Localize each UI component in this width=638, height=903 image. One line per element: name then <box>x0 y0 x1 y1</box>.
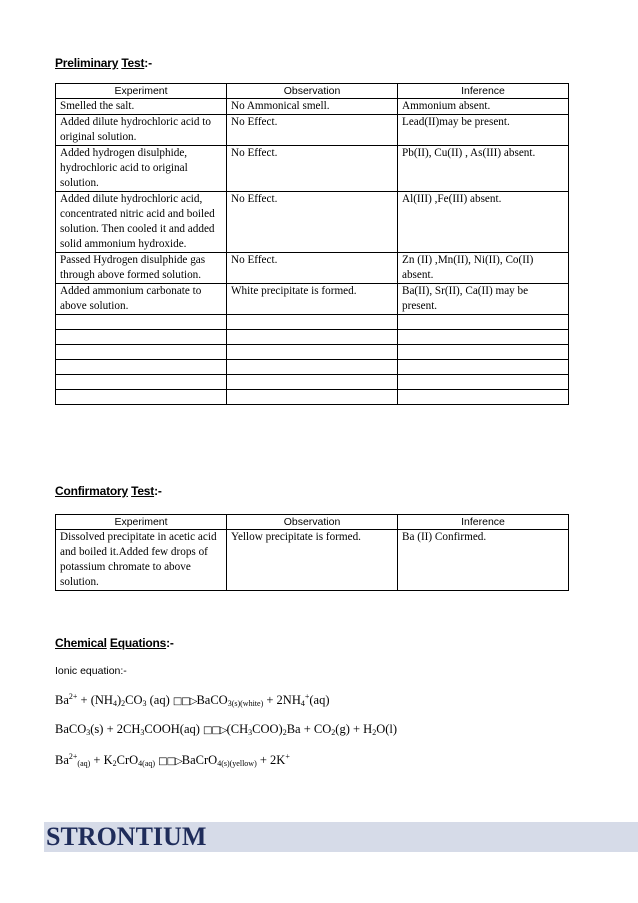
cell-observation: No Effect. <box>227 146 398 192</box>
empty-cell <box>56 360 227 375</box>
ionic-equation-label: Ionic equation:- <box>55 665 127 677</box>
empty-cell <box>398 360 569 375</box>
empty-row <box>56 375 569 390</box>
cell-experiment: Added ammonium carbonate to above solution. <box>56 284 227 315</box>
confirmatory-heading-word: Confirmatory <box>55 484 128 498</box>
confirmatory-table <box>55 514 569 591</box>
eq-text: + (NH <box>77 693 113 708</box>
eq-sub: 2 <box>121 699 126 709</box>
preliminary-table <box>55 83 569 405</box>
eq-text: COO) <box>252 722 283 736</box>
empty-row <box>56 390 569 405</box>
eq-text: (g) + H <box>335 722 373 736</box>
table-row <box>56 284 569 315</box>
table-row <box>56 253 569 284</box>
cell-inference: Pb(II), Cu(II) , As(III) absent. <box>398 146 569 192</box>
eq-text: Ba <box>55 693 69 708</box>
cell-observation: No Effect. <box>227 253 398 284</box>
eq-sub: 4 <box>300 699 305 709</box>
empty-cell <box>398 345 569 360</box>
equations-heading-word: Chemical <box>55 636 107 650</box>
eq-sup: 2+ <box>68 752 78 761</box>
empty-cell <box>227 345 398 360</box>
eq-text: (s) + 2CH <box>90 722 141 736</box>
empty-cell <box>56 345 227 360</box>
eq-text: Ba + CO <box>286 722 332 736</box>
eq-sup: + <box>285 752 290 761</box>
empty-row <box>56 315 569 330</box>
reaction-arrow-icon: □□▷ <box>172 696 197 708</box>
empty-cell <box>56 390 227 405</box>
empty-cell <box>398 315 569 330</box>
eq-sup: 2+ <box>68 692 78 701</box>
cell-experiment: Smelled the salt. <box>56 99 227 115</box>
eq-sub: 2 <box>282 728 287 737</box>
eq-text: + K <box>90 753 113 768</box>
eq-sup: + <box>304 692 310 701</box>
confirmatory-heading <box>55 484 162 498</box>
eq-sub: 4(s)(yellow) <box>217 759 257 769</box>
eq-sub: (aq) <box>77 759 91 769</box>
cell-inference: Zn (II) ,Mn(II), Ni(II), Co(II) absent. <box>398 253 569 284</box>
eq-sub: 4 <box>112 699 117 709</box>
preliminary-heading-test: Test <box>121 56 145 70</box>
heading-suffix: :- <box>166 636 174 650</box>
cell-experiment: Dissolved precipitate in acetic acid and boiled it.Added few drops of potassium chromate to above solution. <box>56 530 227 591</box>
table-header-row <box>56 84 569 99</box>
eq-text: (aq) <box>146 693 173 708</box>
eq-sub: 2 <box>112 759 117 769</box>
empty-cell <box>398 330 569 345</box>
equation-3 <box>55 752 290 768</box>
equations-heading <box>55 636 174 650</box>
empty-row <box>56 360 569 375</box>
heading-suffix: :- <box>144 56 152 70</box>
cell-inference: Ba (II) Confirmed. <box>398 530 569 591</box>
cell-observation: No Effect. <box>227 192 398 253</box>
eq-sub: 2 <box>331 728 336 737</box>
table-row <box>56 99 569 115</box>
eq-text: (aq) <box>309 693 330 708</box>
eq-text: (CH <box>226 722 249 736</box>
eq-text: COOH(aq) <box>144 722 204 736</box>
eq-sub: (s)(white) <box>231 699 264 709</box>
column-header-observation: Observation <box>227 515 398 530</box>
equation-2 <box>55 722 397 737</box>
empty-cell <box>398 390 569 405</box>
eq-text: Ba <box>55 753 69 768</box>
column-header-experiment: Experiment <box>56 84 227 99</box>
empty-row <box>56 345 569 360</box>
eq-text: O(l) <box>376 722 398 736</box>
section-banner <box>44 822 638 852</box>
column-header-inference: Inference <box>398 84 569 99</box>
table-row <box>56 115 569 146</box>
cell-inference: Lead(II)may be present. <box>398 115 569 146</box>
cell-inference: Ammonium absent. <box>398 99 569 115</box>
eq-sub: 3 <box>86 728 91 737</box>
column-header-observation: Observation <box>227 84 398 99</box>
column-header-experiment: Experiment <box>56 515 227 530</box>
eq-sub: 3 <box>140 728 145 737</box>
cell-observation: White precipitate is formed. <box>227 284 398 315</box>
table-header-row <box>56 515 569 530</box>
preliminary-heading-word: Preliminary <box>55 56 119 70</box>
empty-cell <box>227 360 398 375</box>
eq-text: ) <box>116 693 122 708</box>
empty-cell <box>56 330 227 345</box>
cell-inference: Ba(II), Sr(II), Ca(II) may be present. <box>398 284 569 315</box>
reaction-arrow-icon: □□▷ <box>203 725 227 736</box>
empty-cell <box>398 375 569 390</box>
banner-title: STRONTIUM <box>46 822 207 851</box>
empty-row <box>56 330 569 345</box>
cell-experiment: Added dilute hydrochloric acid to original solution. <box>56 115 227 146</box>
cell-observation: No Effect. <box>227 115 398 146</box>
cell-inference: Al(III) ,Fe(III) absent. <box>398 192 569 253</box>
eq-text: + 2K <box>256 753 286 768</box>
table-row <box>56 146 569 192</box>
empty-cell <box>227 375 398 390</box>
table-row <box>56 530 569 591</box>
heading-suffix: :- <box>154 484 162 498</box>
table-row <box>56 192 569 253</box>
eq-text: BaCrO <box>181 753 218 768</box>
empty-cell <box>56 315 227 330</box>
eq-text: BaCO <box>196 693 228 708</box>
eq-sub: 4(aq) <box>138 759 156 769</box>
eq-sub: 2 <box>372 728 377 737</box>
equation-1 <box>55 692 330 708</box>
eq-text: BaCO <box>55 722 87 736</box>
equations-heading-equations: Equations <box>109 636 167 650</box>
empty-cell <box>227 315 398 330</box>
column-header-inference: Inference <box>398 515 569 530</box>
eq-text: CO <box>125 693 143 708</box>
empty-cell <box>227 390 398 405</box>
empty-cell <box>56 375 227 390</box>
eq-text: CrO <box>116 753 139 768</box>
eq-sub: 3 <box>142 699 147 709</box>
reaction-arrow-icon: □□▷ <box>158 756 182 768</box>
eq-sub: 3 <box>227 699 232 709</box>
cell-observation: Yellow precipitate is formed. <box>227 530 398 591</box>
cell-observation: No Ammonical smell. <box>227 99 398 115</box>
eq-sub: 3 <box>248 728 253 737</box>
cell-experiment: Added dilute hydrochloric acid, concentrated nitric acid and boiled solution. Then cooled it and added solid ammonium hydroxide. <box>56 192 227 253</box>
empty-cell <box>227 330 398 345</box>
cell-experiment: Passed Hydrogen disulphide gas through above formed solution. <box>56 253 227 284</box>
confirmatory-heading-test: Test <box>131 484 155 498</box>
preliminary-heading <box>55 56 152 70</box>
cell-experiment: Added hydrogen disulphide, hydrochloric acid to original solution. <box>56 146 227 192</box>
eq-text: + 2NH <box>263 693 301 708</box>
